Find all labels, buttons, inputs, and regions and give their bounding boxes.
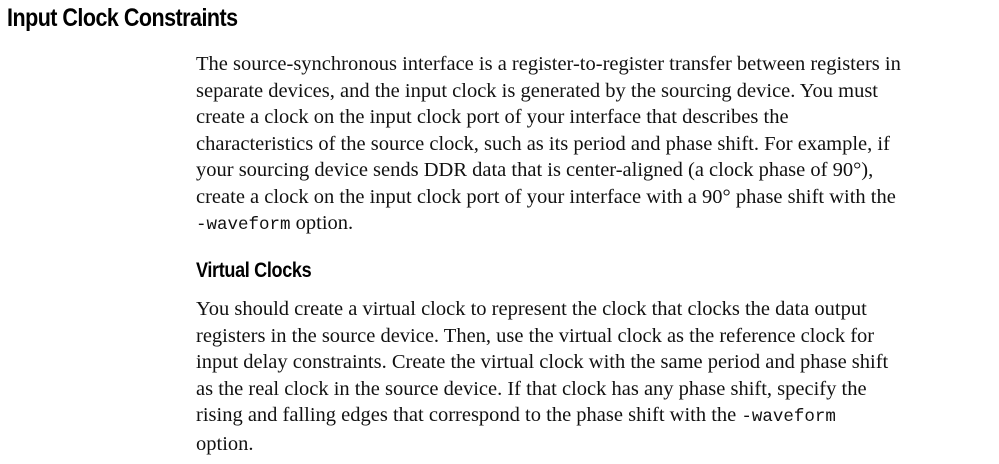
paragraph-line: option. (196, 432, 254, 455)
paragraph-text: option. (290, 212, 354, 234)
section-title: Input Clock Constraints (7, 4, 238, 32)
paragraph-line: characteristics of the source clock, such as its period and phase shift. For example, if (196, 132, 890, 155)
waveform-option-code: -waveform (196, 215, 291, 235)
paragraph-line: registers in the source device. Then, use the virtual clock as the reference clock for (196, 324, 875, 347)
virtual-clocks-paragraph (196, 296, 986, 457)
paragraph-line: input delay constraints. Create the virtual clock with the same period and phase shift (196, 351, 889, 373)
paragraph-line: your sourcing device sends DDR data that is center-aligned (a clock phase of 90°), (196, 159, 874, 181)
paragraph-text: rising and falling edges that correspond to the phase shift with the (196, 404, 742, 426)
paragraph-line: The source-synchronous interface is a register-to-register transfer between registers in (196, 53, 901, 75)
paragraph-line: create a clock on the input clock port of your interface that describes the (196, 106, 789, 128)
paragraph-line: create a clock on the input clock port of your interface with a 90° phase shift with the (196, 185, 896, 208)
waveform-option-code: -waveform (741, 407, 836, 427)
paragraph-line (196, 210, 986, 239)
paragraph-line (196, 402, 986, 431)
paragraph-line: separate devices, and the input clock is generated by the sourcing device. You must (196, 79, 879, 102)
paragraph-line: as the real clock in the source device. If that clock has any phase shift, specify the (196, 377, 867, 400)
intro-paragraph (196, 51, 986, 239)
subsection-title: Virtual Clocks (196, 259, 312, 282)
paragraph-line: You should create a virtual clock to represent the clock that clocks the data output (196, 298, 867, 320)
